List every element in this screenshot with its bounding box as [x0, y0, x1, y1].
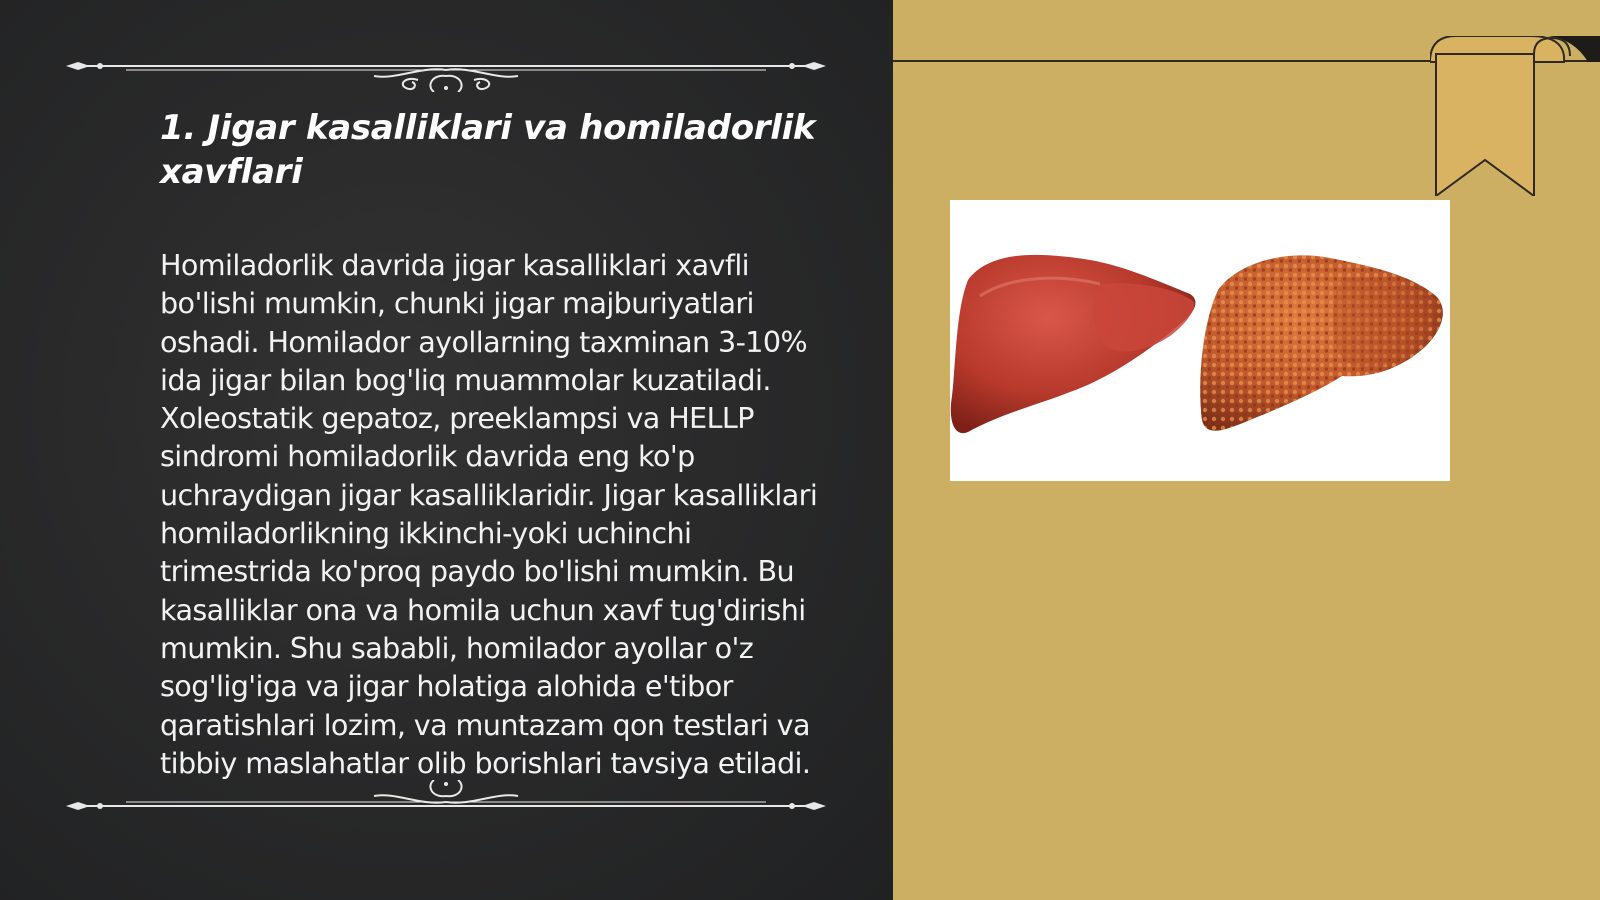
healthy-liver-icon: [951, 255, 1196, 433]
cirrhotic-liver-icon: [1200, 255, 1443, 430]
slide-title: 1. Jigar kasalliklari va homiladorlik xavflari: [160, 108, 816, 192]
slide-body-text: Homiladorlik davrida jigar kasalliklari xavfli bo'lishi mumkin, chunki jigar majburiyatlari oshadi. Homilador ayollarning taxminan 3-10% ida jigar bilan bog'liq muammolar kuzatiladi. Xoleostatik gepatoz, preeklampsi va HELLP sindromi homiladorlik davrida eng ko'p uchraydigan jigar kasalliklaridir. Jigar kasalliklari homiladorlikning ikkinchi-yoki uchinchi trimestrida ko'proq paydo bo'lishi mumkin. Bu kasalliklar ona va homila uchun xavf tug'dirishi mumkin. Shu sababli, homilador ayollar o'z sog'lig'iga va jigar holatiga alohida e'tibor qaratishlari lozim, va muntazam qon testlari va tibbiy maslahatlar olib borishlari tavsiya etiladi.: [160, 248, 818, 780]
bookmark-ribbon-icon: [1430, 36, 1600, 196]
top-ornament-divider: [66, 46, 826, 92]
liver-comparison-image: [950, 200, 1450, 481]
bottom-ornament-divider: [66, 780, 826, 826]
